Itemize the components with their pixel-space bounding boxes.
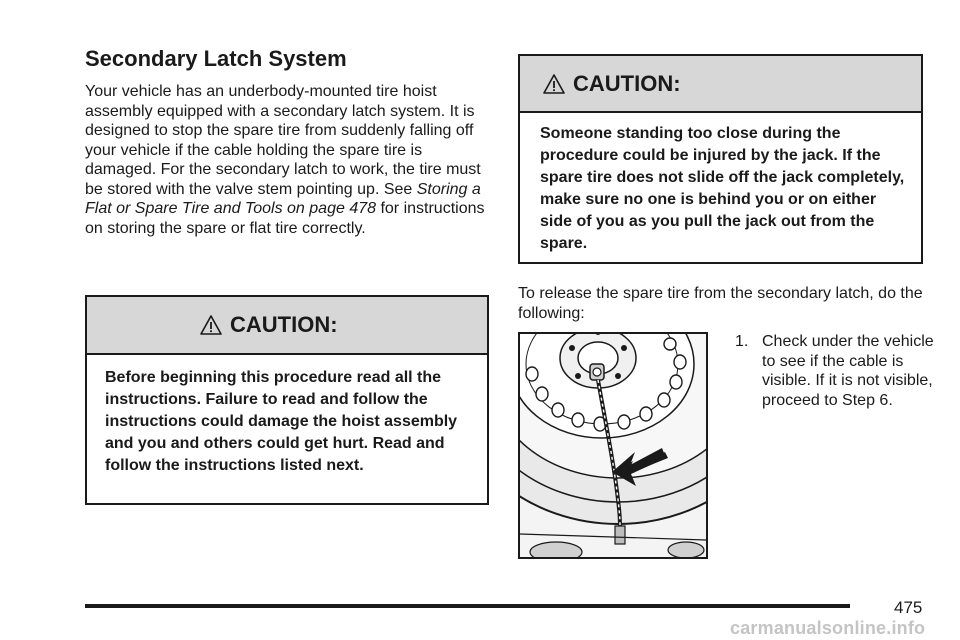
caution-title: CAUTION:: [573, 70, 681, 96]
caution-body: Someone standing too close during the procedure could be injured by the jack. If the spare tire does not slide off the jack completely, make sure no one is behind you or on either side of you as you pull the jack out from the spare.: [540, 125, 905, 252]
intro-text-start: Your vehicle has an underbody-mounted tire hoist assembly equipped with a secondary latch system. It is designed to stop the spare tire from suddenly falling off your vehicle if the cable holding the spare tire is damaged. For the secondary latch to work, the tire must be stored with the valve stem pointing up. See: [85, 83, 481, 198]
page-number: 475: [894, 598, 923, 617]
watermark: carmanualsonline.info: [730, 618, 926, 638]
release-instructions-intro: To release the spare tire from the secondary latch, do the following:: [518, 285, 923, 322]
cross-reference-link[interactable]: Storing a Flat or Spare Tire and Tools on page 478: [85, 180, 481, 217]
step-number: 1.: [735, 333, 749, 350]
spare-tire-cable-illustration: [518, 332, 708, 559]
caution-header: [87, 297, 487, 355]
step-item: [735, 332, 935, 410]
warning-triangle-icon: [543, 73, 565, 95]
warning-triangle-icon: [200, 314, 222, 336]
intro-paragraph: [85, 82, 490, 238]
caution-title: CAUTION:: [230, 312, 338, 337]
caution-box-1: [85, 295, 489, 505]
caution-body: Before beginning this procedure read all the instructions. Failure to read and follow the instructions could damage the hoist assembly and you and others could get hurt. Read and follow the instructions listed next.: [105, 369, 458, 474]
caution-header: [520, 56, 921, 113]
step-text: Check under the vehicle to see if the cable is visible. If it is not visible, proceed to Step 6.: [762, 333, 934, 409]
caution-box-2: [518, 54, 923, 264]
section-heading: Secondary Latch System: [85, 46, 347, 71]
footer-rule: [85, 604, 850, 608]
intro-text-end: for instructions on storing the spare or flat tire correctly.: [85, 200, 485, 237]
